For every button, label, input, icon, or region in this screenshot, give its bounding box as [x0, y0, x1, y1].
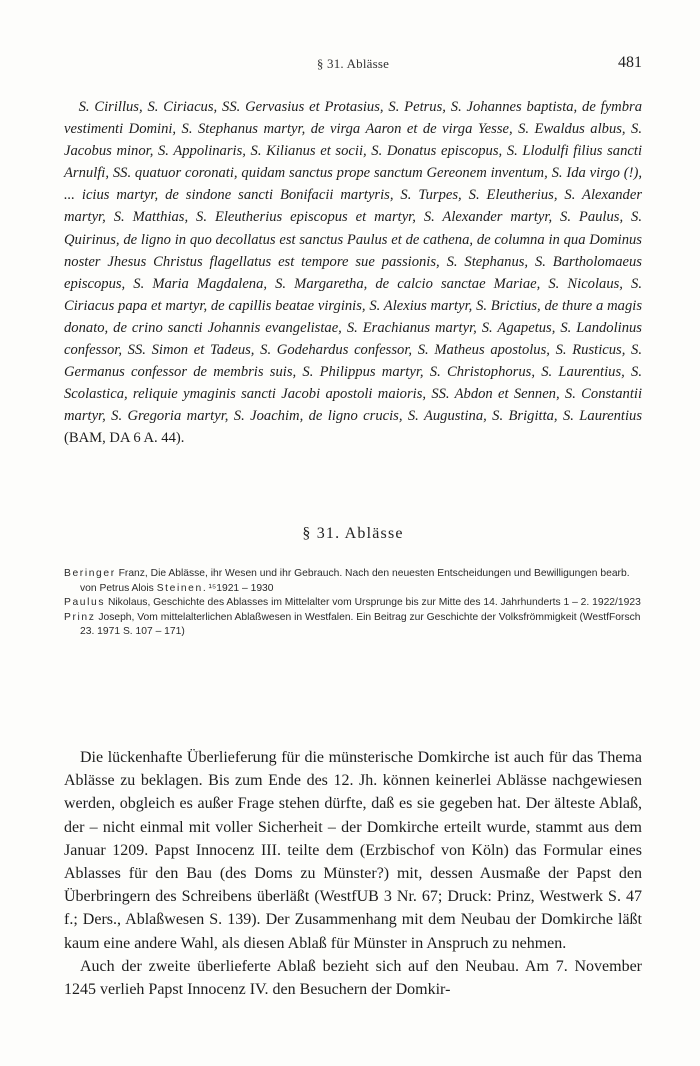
literature-author: Prinz	[64, 611, 96, 623]
literature-entry	[64, 611, 642, 640]
relic-list-source: (BAM, DA 6 A. 44).	[64, 430, 185, 447]
literature-author: Beringer	[64, 568, 116, 579]
section-title: § 31. Ablässe	[302, 525, 404, 542]
relic-list-paragraph	[64, 96, 642, 450]
literature-entry	[64, 596, 642, 611]
body-paragraph: Auch der zweite überlieferte Ablaß bezieht sich auf den Neubau. Am 7. November 1245 verlieh Papst Innocenz IV. den Besuchern der Domkir-	[64, 957, 642, 999]
relic-list	[64, 96, 642, 450]
relic-list-text: S. Cirillus, S. Ciriacus, SS. Gervasius et Protasius, S. Petrus, S. Johannes baptista, de fymbra vestimenti Domini, S. Stephanus martyr, de virga Aaron et de virga Yesse, S. Ewaldus albus, S. Jacobus minor, S. Appolinaris, S. Kilianus et socii, S. Donatus episcopus, S. Llodulfi filius sancti Arnulfi, SS. quatuor coronati, quidam sanctus prope sanctum Gereonem inventum, S. Ida virgo (!), ... icius martyr, de sindone sancti Bonifacii martyris, S. Turpes, S. Eleutherius, S. Alexander martyr, S. Matthias, S. Eleutherius episcopus et martyr, S. Alexander martyr, S. Paulus, S. Quirinus, de ligno in quo decollatus est sanctus Paulus et de cathena, de columna in qua Dominus noster Jhesus Christus flagellatus est tempore sue passionis, S. Stephanus, S. Bartholomaeus episcopus, S. Maria Magdalena, S. Margaretha, de calcio sanctae Mariae, S. Nicolaus, S. Ciriacus papa et martyr, de capillis beatae virginis, S. Alexius martyr, S. Brictius, de thure a magis donato, de crino sancti Johannis evangelistae, S. Erachianus martyr, S. Agapetus, S. Landolinus confessor, SS. Simon et Tadeus, S. Godehardus confessor, S. Matheus apostolus, S. Rusticus, S. Germanus confessor de membris suis, S. Philippus martyr, S. Christophorus, S. Laurentius, S. Scolastica, reliquie ymaginis sancti Jacobi apostoli maioris, SS. Abdon et Sennen, S. Constantii martyr, S. Gregoria martyr, S. Joachim, de ligno crucis, S. Augustina, S. Brigitta, S. Laurentius	[64, 99, 642, 425]
body-text	[64, 746, 642, 1001]
literature-text: Joseph, Vom mittelalterlichen Ablaßwesen in Westfalen. Ein Beitrag zur Geschichte der Volksfrömmigkeit (WestfForsch 23. 1971 S. 107 – 171)	[80, 611, 641, 638]
page-number: 481	[618, 54, 642, 71]
running-head-section: § 31. Ablässe	[316, 56, 390, 71]
body-paragraph: Die lückenhafte Überlieferung für die münsterische Domkirche ist auch für das Thema Ablässe zu beklagen. Bis zum Ende des 12. Jh. können keinerlei Ablässe nachgewiesen werden, obgleich es außer Frage stehen dürfte, daß es sie gegeben hat. Der älteste Ablaß, der – nicht einmal mit voller Sicherheit – der Domkirche erteilt wurde, stammt aus dem Januar 1209. Papst Innocenz III. teilte dem (Erzbischof von Köln) das Formular eines Ablasses für den Bau (des Doms zu Münster?) mit, dessen Ausmaße der Papst den Überbringern des Schreibens überläßt (WestfUB 3 Nr. 67; Druck: Prinz, Westwerk S. 47 f.; Ders., Ablaßwesen S. 139). Der Zusammenhang mit dem Neubau der Domkirche läßt kaum eine andere Wahl, als diesen Ablaß für Münster in Anspruch zu nehmen.	[64, 749, 642, 952]
literature-text: Nikolaus, Geschichte des Ablasses im Mittelalter vom Ursprunge bis zur Mitte des 14. Jahrhunderts 1 – 2. 1922/1923	[105, 597, 641, 609]
literature-entry	[64, 567, 642, 596]
literature-author: Paulus	[64, 597, 106, 609]
running-head	[64, 54, 642, 74]
literature-tail: . ¹⁵1921 – 1930	[202, 582, 274, 594]
literature-text: Franz, Die Ablässe, ihr Wesen und ihr Gebrauch. Nach den neuesten Entscheidungen und Bewilligungen bearb. von Petrus Alois	[80, 568, 630, 594]
literature-editor: Steinen	[156, 582, 203, 594]
literature-list	[64, 567, 642, 640]
